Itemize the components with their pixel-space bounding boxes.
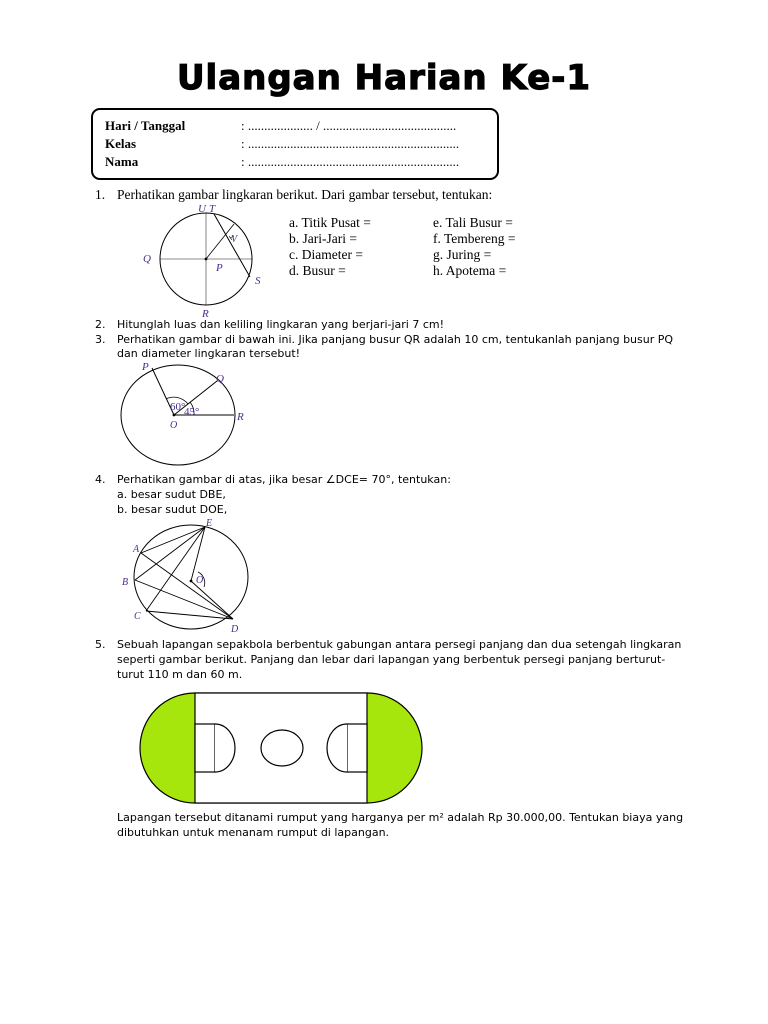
label-E: E — [206, 518, 213, 529]
page-title: Ulangan Harian Ke-1 — [176, 58, 592, 98]
q3-text-line2: dan diameter lingkaran tersebut! — [117, 347, 301, 360]
label-U: U — [198, 203, 206, 215]
info-label: Nama — [105, 154, 139, 169]
info-value: : ................................................................. — [241, 136, 460, 151]
label-P: P — [216, 262, 223, 274]
label-O: O — [196, 575, 204, 586]
label-S: S — [255, 275, 261, 287]
q3-circle-figure — [118, 360, 258, 472]
q1-option-f: f. Tembereng = — [433, 231, 516, 246]
q1-option-c: c. Diameter = — [289, 247, 363, 262]
q3-number: 3. — [95, 333, 106, 346]
label-A: A — [133, 544, 140, 555]
label-angle-60: 60° — [170, 401, 186, 413]
label-angle-45: 45° — [184, 406, 200, 418]
label-Q: Q — [143, 253, 151, 265]
q1-text: Perhatikan gambar lingkaran berikut. Dari gambar tersebut, tentukan: — [117, 187, 493, 202]
info-value: : ................................................................. — [241, 154, 460, 169]
center-circle — [261, 730, 303, 766]
label-R: R — [237, 411, 244, 423]
q4-circle-figure — [118, 515, 258, 637]
q5-after-line1: Lapangan tersebut ditanami rumput yang harganya per m² adalah Rp 30.000,00. Tentukan biaya yang — [117, 811, 684, 824]
q4-part-b: b. besar sudut DOE, — [117, 503, 228, 516]
info-label: Hari / Tanggal — [105, 118, 186, 133]
q1-number: 1. — [95, 187, 106, 202]
label-O: O — [170, 420, 178, 431]
label-V: V — [231, 234, 238, 245]
label-R: R — [202, 308, 209, 320]
q3-text-line1: Perhatikan gambar di bawah ini. Jika panjang busur QR adalah 10 cm, tentukanlah panjang busur PQ — [117, 333, 674, 346]
student-info-box — [91, 108, 499, 180]
q4-part-a: a. besar sudut DBE, — [117, 488, 226, 501]
label-Q: Q — [216, 373, 224, 385]
label-P: P — [142, 361, 149, 373]
q4-number: 4. — [95, 473, 106, 486]
info-value: : .................... / ......................................... — [241, 118, 457, 133]
q5-football-field-figure — [127, 690, 437, 806]
q1-option-e: e. Tali Busur = — [433, 215, 513, 230]
info-label: Kelas — [105, 136, 137, 151]
q5-after-line2: dibutuhkan untuk menanam rumput di lapangan. — [117, 826, 390, 839]
q5-text-line3: turut 110 m dan 60 m. — [117, 668, 243, 681]
q5-number: 5. — [95, 638, 106, 651]
q1-option-h: h. Apotema = — [433, 263, 507, 278]
label-D: D — [231, 624, 239, 635]
q5-text-line1: Sebuah lapangan sepakbola berbentuk gabungan antara persegi panjang dan dua setengah lingkaran — [117, 638, 682, 651]
q5-text-line2: seperti gambar berikut. Panjang dan lebar dari lapangan yang berbentuk persegi panjang berturut- — [117, 653, 666, 666]
q1-option-b: b. Jari-Jari = — [289, 231, 357, 246]
label-T: T — [209, 203, 216, 215]
q2-text: Hitunglah luas dan keliling lingkaran yang berjari-jari 7 cm! — [117, 318, 445, 331]
label-B: B — [122, 577, 129, 588]
q1-option-a: a. Titik Pusat = — [289, 215, 371, 230]
q2-number: 2. — [95, 318, 106, 331]
q4-text: Perhatikan gambar di atas, jika besar ∠DCE= 70°, tentukan: — [117, 473, 451, 486]
label-C: C — [134, 611, 141, 622]
q1-option-d: d. Busur = — [289, 263, 346, 278]
q1-option-g: g. Juring = — [433, 247, 492, 262]
q1-circle-figure — [138, 200, 273, 320]
